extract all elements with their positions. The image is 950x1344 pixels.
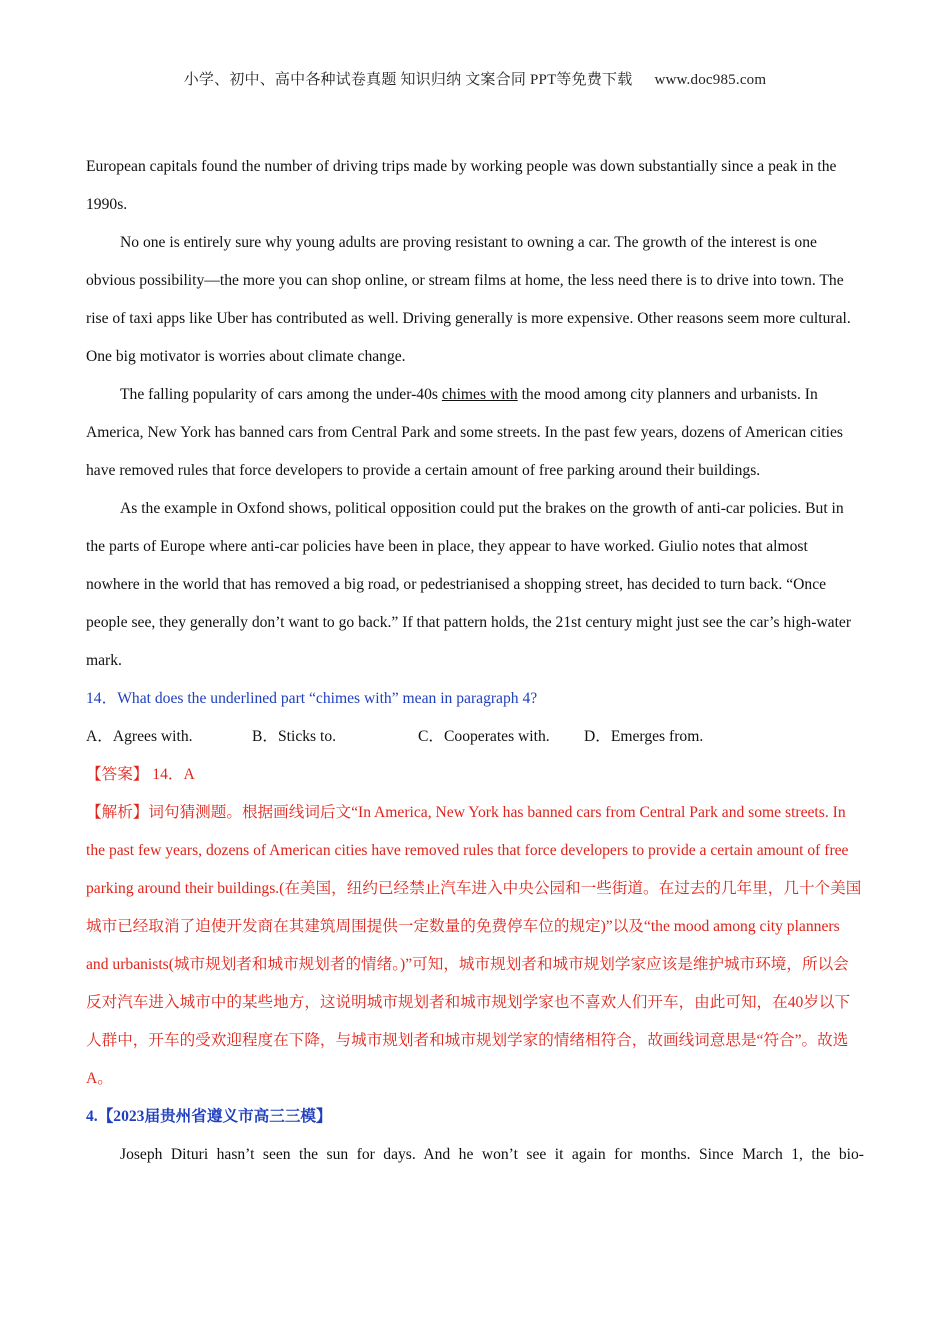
option-d: D．Emerges from. <box>584 728 704 745</box>
option-c: C．Cooperates with. <box>418 728 550 745</box>
answer-value: 14．A <box>152 766 195 783</box>
underlined-phrase: chimes with <box>441 386 518 403</box>
answer-options <box>86 718 864 756</box>
paragraph-3-rest: the mood among city planners and urbanists. In America, New York has banned cars from Central Park and some streets. In the past few years, dozens of American cities have removed rules that force developers to provide a certain amount of free parking around their buildings. <box>86 386 843 479</box>
passage-paragraph-2: No one is entirely sure why young adults are proving resistant to owning a car. The growth of the interest is one obvious possibility—the more you can shop online, or stream films at home, the less need there is to drive into town. The rise of taxi apps like Uber has contributed as well. Driving generally is more expensive. Other reasons seem more cultural. One big motivator is worries about climate change. <box>86 234 851 365</box>
option-a: A．Agrees with. <box>86 728 193 745</box>
header-text: 小学、初中、高中各种试卷真题 知识归纳 文案合同 PPT等免费下载 <box>183 72 633 88</box>
section-4-title: 4.【2023届贵州省遵义市高三三模】 <box>86 1108 332 1125</box>
question-14: 14．What does the underlined part “chimes with” mean in paragraph 4? <box>86 690 538 707</box>
passage-paragraph-3 <box>86 376 864 490</box>
header-site-link[interactable]: www.doc985.com <box>654 72 767 88</box>
page-header <box>0 68 950 89</box>
answer-line <box>86 756 864 794</box>
document-body <box>86 148 864 1174</box>
answer-label: 【答案】 <box>86 766 149 783</box>
passage-paragraph-4: As the example in Oxfond shows, political opposition could put the brakes on the growth of anti-car policies. But in the parts of Europe where anti-car policies have been in place, they appear to have worked. Giulio notes that almost nowhere in the world that has removed a big road, or pedestrianised a shopping street, has decided to turn back. “Once people see, they generally don’t want to go back.” If that pattern holds, the 21st century might just see the car’s high-water mark. <box>86 500 852 669</box>
paragraph-3-start: The falling popularity of cars among the under-40s <box>120 386 442 403</box>
section-4-first-line: Joseph Dituri hasn’t seen the sun for days. And he won’t see it again for months. Since March 1, the bio- <box>120 1146 864 1163</box>
analysis-text: 【解析】词句猜测题。根据画线词后文“In America, New York has banned cars from Central Park and some streets. In the past few years, dozens of American cities have removed rules that force developers to provide a certain amount of free parking around their buildings.(在美国，纽约已经禁止汽车进入中央公园和一些街道。在过去的几年里，几十个美国城市已经取消了迫使开发商在其建筑周围提供一定数量的免费停车位的规定)”以及“the mood among city planners and urbanists(城市规划者和城市规划者的情绪。)”可知，城市规划者和城市规划学家应该是维护城市环境，所以会反对汽车进入城市中的某些地方，这说明城市规划者和城市规划学家也不喜欢人们开车，由此可知，在40岁以下人群中，开车的受欢迎程度在下降，与城市规划者和城市规划学家的情绪相符合，故画线词意思是“符合”。故选A。 <box>86 804 862 1087</box>
option-b: B．Sticks to. <box>252 728 337 745</box>
passage-paragraph-1: European capitals found the number of driving trips made by working people was down substantially since a peak in the 1990s. <box>86 158 837 213</box>
